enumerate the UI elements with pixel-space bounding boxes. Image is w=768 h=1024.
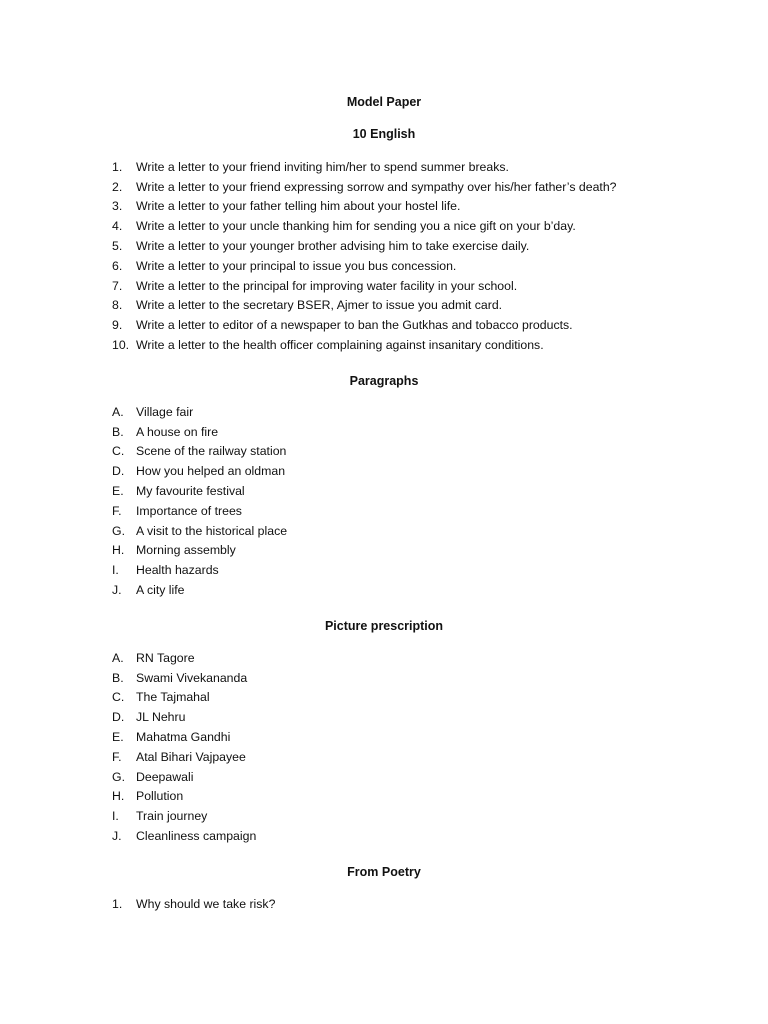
- picture-heading: Picture prescription: [324, 619, 444, 633]
- list-item-text: Write a letter to your younger brother advising him to take exercise daily.: [136, 239, 530, 254]
- list-item: [112, 580, 672, 600]
- list-item-text: Train journey: [136, 809, 208, 824]
- list-item: [112, 442, 672, 462]
- list-item: [112, 481, 672, 501]
- list-marker: I.: [112, 809, 119, 824]
- list-item-text: Write a letter to editor of a newspaper to ban the Gutkhas and tobacco products.: [136, 318, 573, 333]
- list-item: [112, 688, 672, 708]
- list-item: [112, 648, 672, 668]
- list-marker: J.: [112, 583, 122, 598]
- list-item: [112, 402, 672, 422]
- list-marker: J.: [112, 829, 122, 844]
- list-item-text: Write a letter to your principal to issue you bus concession.: [136, 258, 457, 273]
- list-marker: 6.: [112, 258, 123, 273]
- list-item: [112, 668, 672, 688]
- list-item-text: JL Nehru: [136, 710, 186, 725]
- list-item-text: Write a letter to your father telling him about your hostel life.: [136, 199, 461, 214]
- list-item: [112, 256, 672, 276]
- list-item-text: Cleanliness campaign: [136, 829, 257, 844]
- list-marker: G.: [112, 523, 125, 538]
- list-marker: A.: [112, 650, 124, 665]
- list-item: [112, 335, 672, 355]
- list-item: [112, 177, 672, 197]
- list-item-text: Deepawali: [136, 769, 194, 784]
- list-item: [112, 276, 672, 296]
- list-marker: H.: [112, 789, 125, 804]
- list-item-text: Health hazards: [136, 563, 219, 578]
- list-item: [112, 806, 672, 826]
- list-item: [112, 560, 672, 580]
- list-item-text: Swami Vivekananda: [136, 670, 248, 685]
- list-marker: C.: [112, 444, 125, 459]
- list-marker: 9.: [112, 318, 123, 333]
- list-marker: D.: [112, 710, 125, 725]
- list-item-text: RN Tagore: [136, 650, 195, 665]
- paragraphs-heading: Paragraphs: [349, 374, 419, 388]
- list-item-text: Write a letter to the principal for improving water facility in your school.: [136, 278, 518, 293]
- list-marker: 1.: [112, 896, 123, 911]
- list-item-text: Atal Bihari Vajpayee: [136, 749, 246, 764]
- list-marker: 5.: [112, 239, 123, 254]
- list-item-text: My favourite festival: [136, 484, 245, 499]
- list-marker: B.: [112, 424, 124, 439]
- list-item-text: The Tajmahal: [136, 690, 210, 705]
- list-marker: F.: [112, 503, 122, 518]
- list-item-text: How you helped an oldman: [136, 464, 286, 479]
- list-marker: C.: [112, 690, 125, 705]
- list-marker: 3.: [112, 199, 123, 214]
- pictures-list: [112, 648, 672, 846]
- list-marker: 10.: [112, 338, 130, 353]
- list-marker: E.: [112, 730, 124, 745]
- page-title: Model Paper: [346, 95, 422, 109]
- list-item-text: Pollution: [136, 789, 184, 804]
- list-marker: 2.: [112, 179, 123, 194]
- list-item-text: Mahatma Gandhi: [136, 730, 231, 745]
- list-marker: G.: [112, 769, 125, 784]
- letters-list: [112, 157, 672, 355]
- list-item: [112, 787, 672, 807]
- list-item: [112, 315, 672, 335]
- list-item: [112, 747, 672, 767]
- list-item-text: Write a letter to your uncle thanking him for sending you a nice gift on your b’day.: [136, 219, 576, 234]
- list-item: [112, 296, 672, 316]
- poetry-list: [112, 894, 672, 914]
- list-item-text: A city life: [136, 583, 185, 598]
- list-marker: A.: [112, 404, 124, 419]
- list-item: [112, 521, 672, 541]
- list-item-text: Write a letter to the secretary BSER, Ajmer to issue you admit card.: [136, 298, 503, 313]
- list-marker: F.: [112, 749, 122, 764]
- list-item-text: Scene of the railway station: [136, 444, 287, 459]
- list-item: [112, 157, 672, 177]
- list-item: [112, 216, 672, 236]
- paragraphs-list: [112, 402, 672, 600]
- list-item: [112, 826, 672, 846]
- list-marker: E.: [112, 484, 124, 499]
- list-item: [112, 707, 672, 727]
- list-marker: 7.: [112, 278, 123, 293]
- list-marker: H.: [112, 543, 125, 558]
- list-marker: 4.: [112, 219, 123, 234]
- list-marker: D.: [112, 464, 125, 479]
- list-item: [112, 422, 672, 442]
- list-item: [112, 236, 672, 256]
- list-item: [112, 767, 672, 787]
- list-item: [112, 894, 672, 914]
- list-item: [112, 461, 672, 481]
- list-item-text: Importance of trees: [136, 503, 242, 518]
- list-marker: 8.: [112, 298, 123, 313]
- list-item-text: A house on fire: [136, 424, 219, 439]
- list-item-text: Village fair: [136, 404, 194, 419]
- list-item: [112, 197, 672, 217]
- list-item: [112, 501, 672, 521]
- list-marker: B.: [112, 670, 124, 685]
- list-item-text: Write a letter to your friend expressing sorrow and sympathy over his/her father’s death?: [136, 179, 617, 194]
- page-subtitle: 10 English: [352, 127, 416, 141]
- list-item-text: A visit to the historical place: [136, 523, 288, 538]
- list-item-text: Write a letter to the health officer complaining against insanitary conditions.: [136, 338, 544, 353]
- list-item: [112, 727, 672, 747]
- list-item-text: Morning assembly: [136, 543, 236, 558]
- list-item: [112, 541, 672, 561]
- list-item-text: Why should we take risk?: [136, 896, 276, 911]
- poetry-heading: From Poetry: [347, 865, 421, 879]
- list-marker: I.: [112, 563, 119, 578]
- list-marker: 1.: [112, 159, 123, 174]
- list-item-text: Write a letter to your friend inviting him/her to spend summer breaks.: [136, 159, 509, 174]
